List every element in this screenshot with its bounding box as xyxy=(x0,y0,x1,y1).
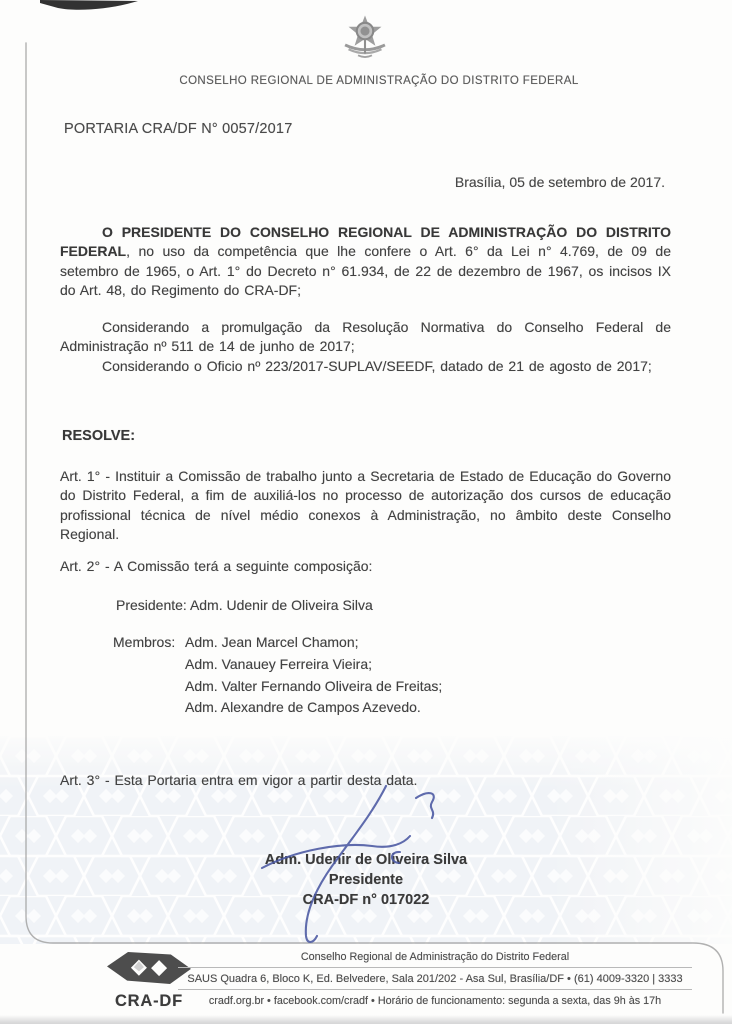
footer-org-line: Conselho Regional de Administração do Distrito Federal xyxy=(300,951,570,963)
scan-artifact xyxy=(40,0,138,10)
signatory-role: Presidente xyxy=(328,871,404,888)
member-item: Adm. Alexandre de Campos Azevedo. xyxy=(185,699,421,716)
consideration-paragraph: Considerando o Oficio nº 223/2017-SUPLAV/SEEDF, datado de 21 de agosto de 2017; xyxy=(102,358,652,374)
member-item: Adm. Vanauey Ferreira Vieira; xyxy=(185,655,373,672)
resolve-label: RESOLVE: xyxy=(62,428,136,444)
scan-bottom-edge xyxy=(0,1015,732,1024)
document-title: PORTARIA CRA/DF N° 0057/2017 xyxy=(64,121,293,137)
handwritten-signature xyxy=(240,778,450,948)
footer-address-line: SAUS Quadra 6, Bloco K, Ed. Belvedere, Sala 201/202 - Asa Sul, Brasília/DF • (61) 4009-3320 | 3333 xyxy=(187,973,683,985)
commission-members xyxy=(60,632,600,719)
consideration-paragraph: Considerando a promulgação da Resolução Normativa do Conselho Federal de Administração nº 511 de 14 de junho de 2017; xyxy=(60,319,671,355)
article-3: Art. 3° - Esta Portaria entra em vigor a partir desta data. xyxy=(60,772,418,788)
preamble-paragraph xyxy=(60,223,671,300)
article-1: Art. 1° - Instituir a Comissão de trabalho junto a Secretaria de Estado de Educação do Governo do Distrito Federal, a fim de auxiliá-los no processo de autorização dos cursos de educação profissional técnica de nível médio conexos à Administração, no âmbito deste Conselho Regional. xyxy=(60,468,671,542)
header-org-name: CONSELHO REGIONAL DE ADMINISTRAÇÃO DO DISTRITO FEDERAL xyxy=(179,75,579,87)
member-item: Adm. Valter Fernando Oliveira de Freitas; xyxy=(185,677,443,694)
members-label: Membros: xyxy=(113,634,176,650)
preamble-rest: , no uso da competência que lhe confere o Art. 6° da Lei n° 4.769, de 09 de setembro de 1965, o Art. 1° do Decreto n° 61.934, de 22 de dezembro de 1967, os incisos IX do Art. 48, do Regimento do CRA-DF; xyxy=(60,243,671,298)
signatory-name: Adm. Udenir de Oliveira Silva xyxy=(264,852,468,868)
member-item: Adm. Jean Marcel Chamon; xyxy=(185,634,359,650)
footer-info xyxy=(178,948,692,1007)
preamble-lead: O PRESIDENTE DO CONSELHO REGIONAL DE ADMINISTRAÇÃO DO DISTRITO FEDERAL xyxy=(60,224,671,260)
footer-logo-text: CRA-DF xyxy=(114,992,184,1010)
article-2: Art. 2° - A Comissão terá a seguinte composição: xyxy=(60,558,373,574)
signatory-registration: CRA-DF n° 017022 xyxy=(302,891,430,908)
coat-of-arms-icon xyxy=(339,12,391,64)
commission-president-line: Presidente: Adm. Udenir de Oliveira Silva xyxy=(116,597,373,613)
footer-contact-line: cradf.org.br • facebook.com/cradf • Horário de funcionamento: segunda a sexta, das 9h às 17h xyxy=(208,995,662,1007)
date-line: Brasília, 05 de setembro de 2017. xyxy=(454,174,665,190)
